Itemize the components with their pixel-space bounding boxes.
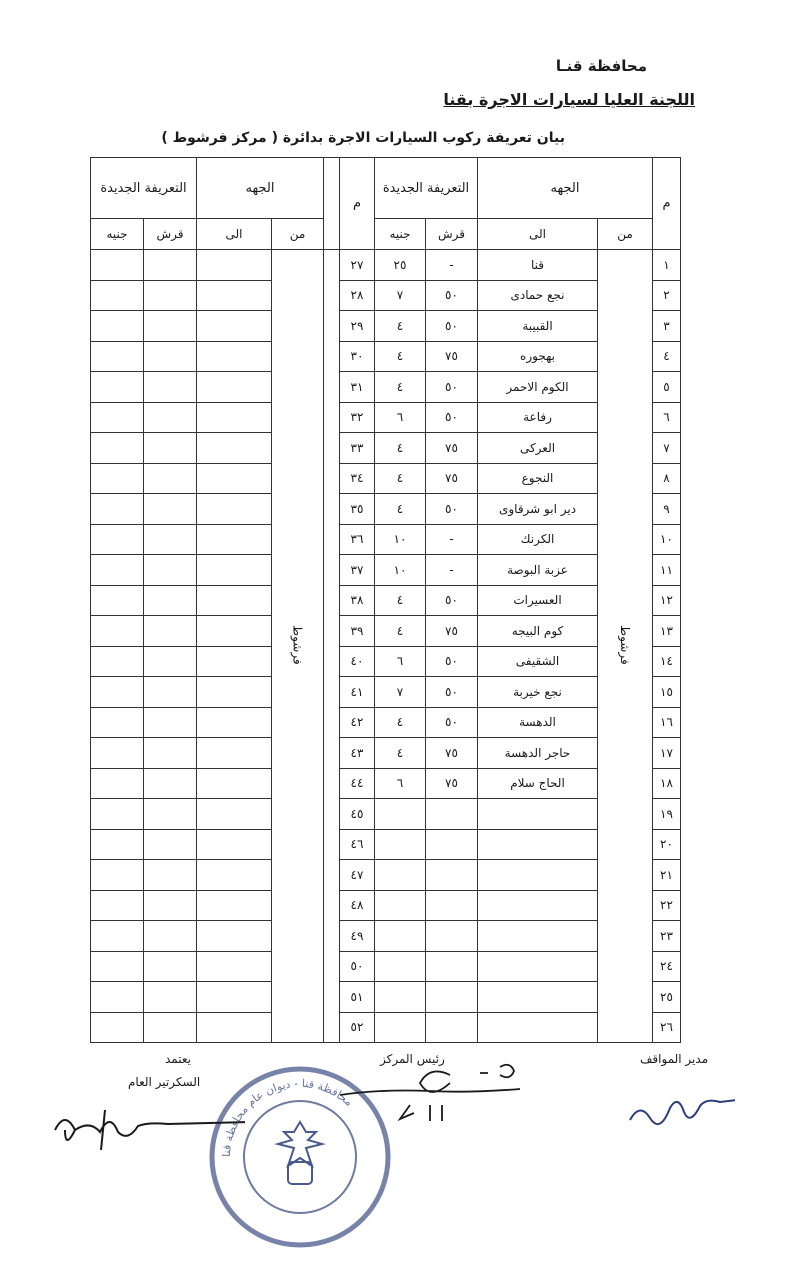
row-number-2: ٢٧ <box>340 250 375 281</box>
row-destination: نجع خيربة <box>478 677 598 708</box>
row-number-2: ٤٦ <box>340 829 375 860</box>
row-gap <box>324 860 340 891</box>
row-pound-2 <box>91 341 144 372</box>
row-destination <box>478 921 598 952</box>
row-destination: قنا <box>478 250 598 281</box>
row-destination: الشقيفى <box>478 646 598 677</box>
row-piaster-2 <box>144 677 197 708</box>
row-destination <box>478 982 598 1013</box>
row-gap <box>324 768 340 799</box>
row-pound: ٢٥ <box>375 250 426 281</box>
row-gap <box>324 921 340 952</box>
row-number-2: ٤٠ <box>340 646 375 677</box>
table-row <box>91 280 681 311</box>
header-to-2: الى <box>197 219 272 250</box>
row-number: ١٤ <box>653 646 681 677</box>
row-destination <box>478 860 598 891</box>
row-piaster-2 <box>144 616 197 647</box>
table-row <box>91 982 681 1013</box>
row-pound: ١٠ <box>375 555 426 586</box>
row-number-2: ٢٩ <box>340 311 375 342</box>
row-gap <box>324 738 340 769</box>
row-destination-2 <box>197 280 272 311</box>
row-pound-2 <box>91 677 144 708</box>
row-pound: ٦ <box>375 768 426 799</box>
row-piaster: ٧٥ <box>426 463 478 494</box>
row-gap <box>324 402 340 433</box>
governorate-title: محافظة قنـا <box>555 57 647 75</box>
row-pound <box>375 921 426 952</box>
row-number: ٧ <box>653 433 681 464</box>
table-row <box>91 433 681 464</box>
header-pound: جنيه <box>375 219 426 250</box>
row-piaster: ٧٥ <box>426 768 478 799</box>
row-gap <box>324 494 340 525</box>
row-number: ٢٥ <box>653 982 681 1013</box>
row-destination: حاجر الدهسة <box>478 738 598 769</box>
signature-label-center-head: رئيس المركز <box>380 1052 445 1066</box>
row-destination <box>478 829 598 860</box>
fare-table <box>90 157 681 1043</box>
row-pound: ٤ <box>375 494 426 525</box>
row-pound-2 <box>91 463 144 494</box>
table-row <box>91 616 681 647</box>
row-destination-2 <box>197 524 272 555</box>
row-destination-2 <box>197 311 272 342</box>
signature-label-manager: مدير المواقف <box>640 1052 709 1066</box>
row-pound-2 <box>91 555 144 586</box>
table-row <box>91 707 681 738</box>
row-gap <box>324 372 340 403</box>
row-number: ٦ <box>653 402 681 433</box>
row-pound-2 <box>91 311 144 342</box>
row-piaster: ٥٠ <box>426 585 478 616</box>
row-destination-2 <box>197 616 272 647</box>
table-row <box>91 372 681 403</box>
table-row <box>91 311 681 342</box>
header-direction-2: الجهه <box>197 158 324 219</box>
row-piaster: ٥٠ <box>426 402 478 433</box>
row-number-2: ٤٥ <box>340 799 375 830</box>
row-destination-2 <box>197 555 272 586</box>
row-piaster-2 <box>144 372 197 403</box>
table-row <box>91 799 681 830</box>
row-gap <box>324 1012 340 1043</box>
row-number: ١ <box>653 250 681 281</box>
table-row <box>91 250 681 281</box>
row-number: ٤ <box>653 341 681 372</box>
row-destination-2 <box>197 707 272 738</box>
table-row <box>91 829 681 860</box>
row-pound-2 <box>91 738 144 769</box>
row-piaster: ٥٠ <box>426 677 478 708</box>
row-gap <box>324 890 340 921</box>
row-piaster-2 <box>144 799 197 830</box>
from-place-label-2: فرشوط <box>290 624 305 665</box>
row-pound-2 <box>91 585 144 616</box>
row-pound-2 <box>91 921 144 952</box>
row-piaster-2 <box>144 921 197 952</box>
row-destination: دير ابو شرقاوى <box>478 494 598 525</box>
row-pound-2 <box>91 707 144 738</box>
row-destination <box>478 890 598 921</box>
row-number: ١٦ <box>653 707 681 738</box>
table-row <box>91 738 681 769</box>
row-destination: الحاج سلام <box>478 768 598 799</box>
row-pound: ٤ <box>375 585 426 616</box>
row-piaster-2 <box>144 341 197 372</box>
row-pound <box>375 951 426 982</box>
row-pound: ٤ <box>375 372 426 403</box>
row-number-2: ٤٨ <box>340 890 375 921</box>
manager-signature <box>625 1090 735 1130</box>
row-destination-2 <box>197 799 272 830</box>
row-number: ٢٢ <box>653 890 681 921</box>
row-pound-2 <box>91 250 144 281</box>
document-subtitle: بيان تعريفة ركوب السيارات الاجرة بدائرة ( مركز فرشوط ) <box>161 130 565 146</box>
row-pound <box>375 860 426 891</box>
row-destination-2 <box>197 433 272 464</box>
header-gap <box>324 158 340 250</box>
row-number-2: ٤٢ <box>340 707 375 738</box>
row-destination: الكرنك <box>478 524 598 555</box>
row-piaster-2 <box>144 524 197 555</box>
row-from-merged <box>598 250 653 1043</box>
row-piaster <box>426 921 478 952</box>
row-piaster <box>426 951 478 982</box>
row-gap <box>324 433 340 464</box>
table-row <box>91 890 681 921</box>
row-pound <box>375 1012 426 1043</box>
row-destination-2 <box>197 585 272 616</box>
header-from-2: من <box>272 219 324 250</box>
row-pound: ٤ <box>375 707 426 738</box>
row-piaster-2 <box>144 890 197 921</box>
row-pound-2 <box>91 280 144 311</box>
row-number-2: ٥١ <box>340 982 375 1013</box>
signature-label-secretary: السكرتير العام <box>128 1075 201 1089</box>
row-piaster-2 <box>144 646 197 677</box>
header-num: م <box>653 158 681 250</box>
row-destination-2 <box>197 768 272 799</box>
row-piaster: ٧٥ <box>426 616 478 647</box>
row-piaster-2 <box>144 433 197 464</box>
table-row <box>91 494 681 525</box>
row-number-2: ٤٣ <box>340 738 375 769</box>
row-destination: بهجوره <box>478 341 598 372</box>
row-piaster-2 <box>144 768 197 799</box>
row-destination-2 <box>197 677 272 708</box>
row-piaster-2 <box>144 982 197 1013</box>
row-number-2: ٣١ <box>340 372 375 403</box>
header-piaster-2: قرش <box>144 219 197 250</box>
row-number-2: ٣٩ <box>340 616 375 647</box>
row-pound-2 <box>91 524 144 555</box>
row-gap <box>324 982 340 1013</box>
row-number: ٢٤ <box>653 951 681 982</box>
row-number: ١٩ <box>653 799 681 830</box>
committee-title: اللجنة العليا لسيارات الاجرة بقنا <box>443 90 695 109</box>
row-destination-2 <box>197 738 272 769</box>
row-destination: رفاعة <box>478 402 598 433</box>
row-pound: ٤ <box>375 341 426 372</box>
row-pound <box>375 829 426 860</box>
row-from-merged-2 <box>272 250 324 1043</box>
row-destination: القبيبة <box>478 311 598 342</box>
row-piaster-2 <box>144 555 197 586</box>
row-destination-2 <box>197 646 272 677</box>
row-piaster: ٧٥ <box>426 433 478 464</box>
row-gap <box>324 585 340 616</box>
row-number: ٢٦ <box>653 1012 681 1043</box>
row-number: ١٠ <box>653 524 681 555</box>
row-piaster-2 <box>144 738 197 769</box>
row-number-2: ٣٠ <box>340 341 375 372</box>
row-pound: ٤ <box>375 311 426 342</box>
row-number-2: ٤٤ <box>340 768 375 799</box>
row-piaster: ٥٠ <box>426 494 478 525</box>
row-number-2: ٣٢ <box>340 402 375 433</box>
row-gap <box>324 677 340 708</box>
row-number: ٨ <box>653 463 681 494</box>
row-destination: كوم البيجه <box>478 616 598 647</box>
row-number: ٣ <box>653 311 681 342</box>
eagle-emblem-icon <box>278 1122 322 1166</box>
row-number: ١١ <box>653 555 681 586</box>
row-piaster <box>426 829 478 860</box>
row-number-2: ٣٥ <box>340 494 375 525</box>
row-destination-2 <box>197 1012 272 1043</box>
row-destination-2 <box>197 402 272 433</box>
row-piaster: ٥٠ <box>426 280 478 311</box>
row-number: ١٥ <box>653 677 681 708</box>
row-piaster <box>426 890 478 921</box>
row-gap <box>324 280 340 311</box>
row-number: ٢١ <box>653 860 681 891</box>
header-fare: التعريفة الجديدة <box>375 158 478 219</box>
row-piaster-2 <box>144 402 197 433</box>
row-piaster: ٥٠ <box>426 311 478 342</box>
row-destination-2 <box>197 890 272 921</box>
table-row <box>91 951 681 982</box>
row-pound <box>375 890 426 921</box>
row-destination <box>478 1012 598 1043</box>
row-destination-2 <box>197 463 272 494</box>
from-place-label: فرشوط <box>618 624 632 665</box>
row-pound: ٤ <box>375 738 426 769</box>
row-piaster-2 <box>144 280 197 311</box>
row-destination-2 <box>197 921 272 952</box>
header-fare-2: التعريفة الجديدة <box>91 158 197 219</box>
row-pound-2 <box>91 433 144 464</box>
row-piaster-2 <box>144 860 197 891</box>
row-piaster: - <box>426 555 478 586</box>
row-pound-2 <box>91 1012 144 1043</box>
row-piaster-2 <box>144 707 197 738</box>
row-number-2: ٣٦ <box>340 524 375 555</box>
header-piaster: قرش <box>426 219 478 250</box>
row-piaster-2 <box>144 1012 197 1043</box>
row-number-2: ٥٢ <box>340 1012 375 1043</box>
row-destination-2 <box>197 494 272 525</box>
row-piaster: ٧٥ <box>426 738 478 769</box>
row-piaster-2 <box>144 951 197 982</box>
table-row <box>91 1012 681 1043</box>
row-pound-2 <box>91 402 144 433</box>
header-num-2: م <box>340 158 375 250</box>
row-destination-2 <box>197 372 272 403</box>
row-pound: ٧ <box>375 677 426 708</box>
row-piaster <box>426 982 478 1013</box>
row-piaster: ٥٠ <box>426 372 478 403</box>
row-destination-2 <box>197 341 272 372</box>
table-row <box>91 341 681 372</box>
row-number-2: ٣٣ <box>340 433 375 464</box>
row-piaster: ٥٠ <box>426 707 478 738</box>
row-number: ١٣ <box>653 616 681 647</box>
row-piaster: - <box>426 524 478 555</box>
row-destination: عزبة البوصة <box>478 555 598 586</box>
table-row <box>91 585 681 616</box>
row-number-2: ٣٨ <box>340 585 375 616</box>
table-row <box>91 646 681 677</box>
row-piaster-2 <box>144 250 197 281</box>
row-piaster-2 <box>144 494 197 525</box>
row-number-2: ٤١ <box>340 677 375 708</box>
row-number: ١٢ <box>653 585 681 616</box>
row-gap <box>324 250 340 281</box>
secretary-signature <box>45 1100 245 1160</box>
row-number: ٢٠ <box>653 829 681 860</box>
row-pound-2 <box>91 616 144 647</box>
table-row <box>91 921 681 952</box>
row-piaster <box>426 799 478 830</box>
row-pound-2 <box>91 372 144 403</box>
row-number: ١٧ <box>653 738 681 769</box>
row-pound-2 <box>91 799 144 830</box>
row-pound-2 <box>91 768 144 799</box>
row-pound: ٧ <box>375 280 426 311</box>
row-gap <box>324 555 340 586</box>
row-pound: ١٠ <box>375 524 426 555</box>
table-row <box>91 677 681 708</box>
row-piaster: ٧٥ <box>426 341 478 372</box>
row-pound-2 <box>91 982 144 1013</box>
row-destination: الدهسة <box>478 707 598 738</box>
row-number-2: ٤٧ <box>340 860 375 891</box>
row-pound <box>375 799 426 830</box>
row-destination <box>478 951 598 982</box>
row-number-2: ٣٤ <box>340 463 375 494</box>
row-gap <box>324 799 340 830</box>
row-piaster: - <box>426 250 478 281</box>
row-destination-2 <box>197 860 272 891</box>
table-row <box>91 768 681 799</box>
row-piaster-2 <box>144 829 197 860</box>
header-pound-2: جنيه <box>91 219 144 250</box>
row-number: ٢ <box>653 280 681 311</box>
row-pound: ٦ <box>375 646 426 677</box>
row-piaster: ٥٠ <box>426 646 478 677</box>
row-number: ٩ <box>653 494 681 525</box>
row-destination <box>478 799 598 830</box>
row-destination-2 <box>197 982 272 1013</box>
table-row <box>91 860 681 891</box>
row-piaster-2 <box>144 311 197 342</box>
row-destination: الكوم الاحمر <box>478 372 598 403</box>
row-pound-2 <box>91 890 144 921</box>
table-row <box>91 555 681 586</box>
row-piaster <box>426 1012 478 1043</box>
row-destination: النجوع <box>478 463 598 494</box>
row-number-2: ٥٠ <box>340 951 375 982</box>
row-destination: العركى <box>478 433 598 464</box>
row-pound-2 <box>91 951 144 982</box>
row-pound: ٦ <box>375 402 426 433</box>
row-piaster <box>426 860 478 891</box>
row-number-2: ٢٨ <box>340 280 375 311</box>
stamp-ring-text: محافظة قنا - ديوان عام محافظة قنا <box>219 1076 356 1158</box>
header-to: الى <box>478 219 598 250</box>
table-row <box>91 402 681 433</box>
row-destination: العسيرات <box>478 585 598 616</box>
row-piaster-2 <box>144 585 197 616</box>
row-pound <box>375 982 426 1013</box>
row-gap <box>324 646 340 677</box>
table-row <box>91 463 681 494</box>
table-row <box>91 524 681 555</box>
row-pound: ٤ <box>375 616 426 647</box>
row-destination-2 <box>197 829 272 860</box>
header-from: من <box>598 219 653 250</box>
row-piaster-2 <box>144 463 197 494</box>
row-gap <box>324 524 340 555</box>
row-number-2: ٣٧ <box>340 555 375 586</box>
row-pound: ٤ <box>375 463 426 494</box>
row-gap <box>324 951 340 982</box>
center-head-signature <box>330 1055 530 1125</box>
row-pound-2 <box>91 860 144 891</box>
row-gap <box>324 707 340 738</box>
row-gap <box>324 463 340 494</box>
row-number: ١٨ <box>653 768 681 799</box>
header-direction: الجهه <box>478 158 653 219</box>
row-gap <box>324 311 340 342</box>
row-pound-2 <box>91 829 144 860</box>
row-pound: ٤ <box>375 433 426 464</box>
row-pound-2 <box>91 494 144 525</box>
signature-label-approved: يعتمد <box>165 1052 191 1066</box>
row-destination-2 <box>197 250 272 281</box>
row-number: ٥ <box>653 372 681 403</box>
row-destination: نجع حمادى <box>478 280 598 311</box>
row-gap <box>324 341 340 372</box>
row-gap <box>324 616 340 647</box>
row-destination-2 <box>197 951 272 982</box>
row-pound-2 <box>91 646 144 677</box>
row-number-2: ٤٩ <box>340 921 375 952</box>
row-number: ٢٣ <box>653 921 681 952</box>
row-gap <box>324 829 340 860</box>
